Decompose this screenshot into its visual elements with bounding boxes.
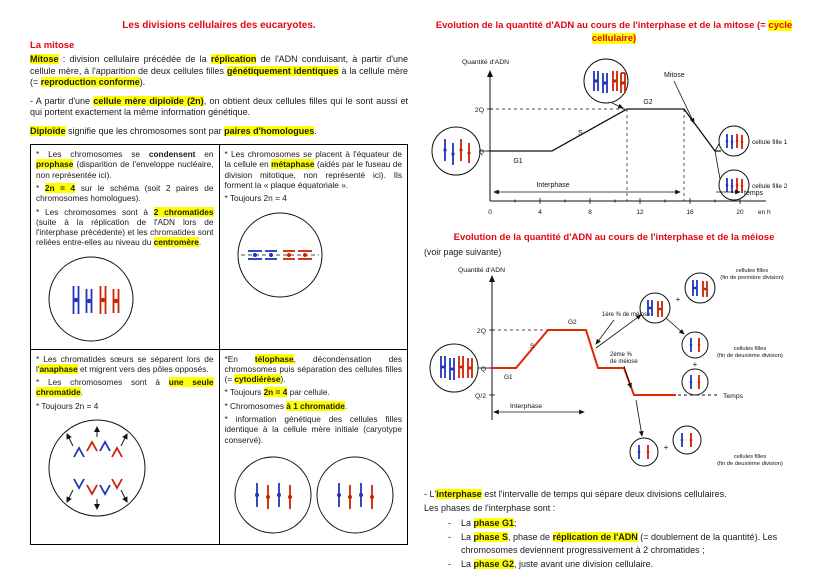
plus-sign-3: + (663, 443, 669, 453)
g2-label: G2 (568, 319, 577, 327)
page-title: Les divisions cellulaires des eucaryotes. (122, 20, 316, 31)
phase-g1-item (424, 517, 804, 530)
mitosis-phases-table (30, 144, 408, 545)
interphase-label: Interphase (509, 403, 543, 411)
mitose-heading: La mitose (30, 40, 75, 51)
temps-label: temps (744, 189, 764, 197)
tick-8: 8 (588, 208, 592, 216)
second-division-cell-4-drawing (673, 426, 701, 454)
mitose-definition: Mitose : division cellulaire précédée de la réplication de l'ADN conduisant, à partir d'une cellule mère, à l'apparition de deux cellules filles génétiquement identiques à la cellule mère (= reproduction conforme). (30, 54, 408, 88)
interphase-definition: - L'interphase est l'intervalle de temps qui sépare deux divisions cellulaires. (424, 489, 727, 500)
telophase-chromosomes-right (337, 483, 374, 509)
anaphase-cell-drawing (36, 416, 158, 520)
first-division-label-line2: (fin de première division) (720, 275, 784, 282)
metaphase-diagram (225, 209, 403, 301)
dna-quantity-curve (490, 109, 721, 151)
second-division-cell-2-drawing (682, 369, 708, 395)
first-meiotic-division-label: 1ère % de méiose (602, 312, 651, 319)
plus-sign-2: + (692, 360, 698, 370)
interphase-label: Interphase (536, 181, 570, 189)
s-label: S (578, 129, 583, 137)
list-dash: - (448, 517, 451, 528)
second-division-cell-1-drawing (682, 332, 708, 358)
left-column (30, 20, 408, 545)
x-unit-label: en h (758, 208, 771, 216)
second-division-bottom-label-line2: (fin de deuxième division) (717, 461, 783, 468)
phase-s-text: La phase S, phase de réplication de l'ADN (= doublement de la quantité). Les chromosomes deviennent progressivement à 2 chromatides ; (461, 531, 778, 555)
phase-g2-text: La phase G2, juste avant une division cellulaire. (461, 558, 654, 569)
telophase-cell (219, 349, 408, 544)
first-division-cell-1-drawing (640, 293, 670, 323)
cellule-mere-paragraph: - A partir d'une cellule mère diploïde (2n), on obtient deux cellules filles qui le sont aussi et qui portent exactement la même information génétique. (30, 95, 408, 118)
metaphase-cell (219, 145, 408, 350)
prophase-text: * Les chromosomes se condensent en prophase (disparition de l'enveloppe nucléaire, non représentée ici). * 2n = 4 sur le schéma (soit 2 paires de chromosomes homologues). * Les chromosomes sont à 2 chromatides (suite à la réplication de l'ADN lors de l'interphase précédente) et les chromatides sont reliées entre-elles au niveau du centromère. (36, 149, 214, 248)
g1-label: G1 (504, 374, 513, 382)
graph2-subtitle: (voir page suivante) (424, 247, 502, 258)
phases-intro: Les phases de l'interphase sont : (424, 503, 556, 514)
anaphase-arrows-bottom (67, 490, 127, 509)
diploide-paragraph: Diploïde signifie que les chromosomes sont par paires d'homologues. (30, 125, 317, 136)
anaphase-diagram (36, 416, 214, 520)
meiosis-mother-cell-drawing (430, 344, 478, 392)
tick-4: 4 (538, 208, 542, 216)
daughter-cell-1-drawing (719, 126, 749, 156)
tick-q: Q (480, 366, 486, 374)
prophase-chromosomes (74, 286, 119, 314)
g1-label: G1 (513, 157, 523, 165)
right-column (424, 20, 804, 572)
first-division-label-line1: cellules filles (735, 268, 769, 275)
anaphase-chromosomes-top (74, 442, 122, 457)
metaphase-cell-drawing (225, 209, 335, 301)
meiosis-dna-curve (492, 330, 676, 395)
mitosis-dna-graph (428, 51, 800, 226)
second-division-label-line1: cellules filles (733, 346, 767, 353)
daughter-cell-2-label: cellule fille 2 (752, 182, 788, 190)
metaphase-text: * Les chromosomes se placent à l'équateur de la cellule en métaphase (aidés par le fuseau de division mitotique, non représenté ici). Ils forment la « plaque équatoriale ». * Toujours 2n = 4 (224, 149, 403, 204)
anaphase-cell (31, 349, 220, 544)
graph2-title: Evolution de la quantité d'ADN au cours de l'interphase et de la méiose (453, 231, 775, 243)
prophase-cell (31, 145, 220, 350)
tick-q: Q (478, 148, 484, 156)
anaphase-arrows-top (67, 427, 127, 446)
telophase-cells-drawing (225, 450, 401, 540)
second-division-cell-3-drawing (630, 438, 658, 466)
mother-cell-drawing (432, 127, 480, 175)
second-division-bottom-label-line1: cellules filles (733, 454, 767, 461)
plus-sign-1: + (675, 295, 681, 305)
graph1-title: Evolution de la quantité d'ADN au cours de l'interphase et de la mitose (= cycle cellulaire) (435, 20, 793, 44)
tick-2q: 2Q (476, 328, 486, 336)
phase-g1-text: La phase G1; (461, 517, 517, 528)
list-dash: - (448, 531, 451, 542)
telophase-chromosomes-left (255, 483, 292, 509)
phase-g2-item (424, 558, 804, 571)
tick-2q: 2Q (474, 106, 484, 114)
temps-label: Temps (723, 393, 744, 401)
tick-q2: Q/2 (475, 393, 486, 401)
graph1-y-axis-label: Quantité d'ADN (462, 58, 510, 66)
second-division-label-line2: (fin de deuxième division) (717, 353, 783, 360)
second-meiotic-division-label-line1: 2ème % (610, 352, 633, 359)
metaphase-cell-drawing (584, 59, 628, 103)
first-division-cell-2-drawing (685, 273, 715, 303)
telophase-text: *En télophase, décondensation des chromosomes puis séparation des cellules filles (= cytodiérèse). * Toujours 2n = 4 par cellule. * Chromosomes à 1 chromatide. * information génétique des cellules filles identique à la cellule mère initiale (caryotype conservé). (224, 353, 402, 445)
tick-0: 0 (488, 208, 492, 216)
g2-label: G2 (643, 98, 653, 106)
meiosis-dna-graph (428, 260, 800, 485)
list-dash: - (448, 558, 451, 569)
anaphase-text: * Les chromatides sœurs se séparent lors de l'anaphase et migrent vers des pôles opposés. * Les chromosomes sont à une seule chromatide. * Toujours 2n = 4 (36, 353, 214, 411)
anaphase-chromosomes-bottom (74, 479, 122, 494)
tick-16: 16 (686, 208, 694, 216)
prophase-cell-drawing (36, 253, 146, 345)
tick-12: 12 (636, 208, 644, 216)
graph2-y-axis-label: Quantité d'ADN (458, 267, 506, 275)
phase-s-item (424, 531, 804, 557)
telophase-diagram (225, 450, 403, 540)
prophase-diagram (36, 253, 214, 345)
daughter-cell-1-label: cellule fille 1 (752, 138, 788, 146)
s-label: S (530, 343, 535, 351)
second-meiotic-division-label-line2: de méiose (610, 359, 638, 366)
mitose-label: Mitose (664, 71, 685, 79)
interphase-notes (424, 488, 804, 570)
tick-20: 20 (736, 208, 744, 216)
